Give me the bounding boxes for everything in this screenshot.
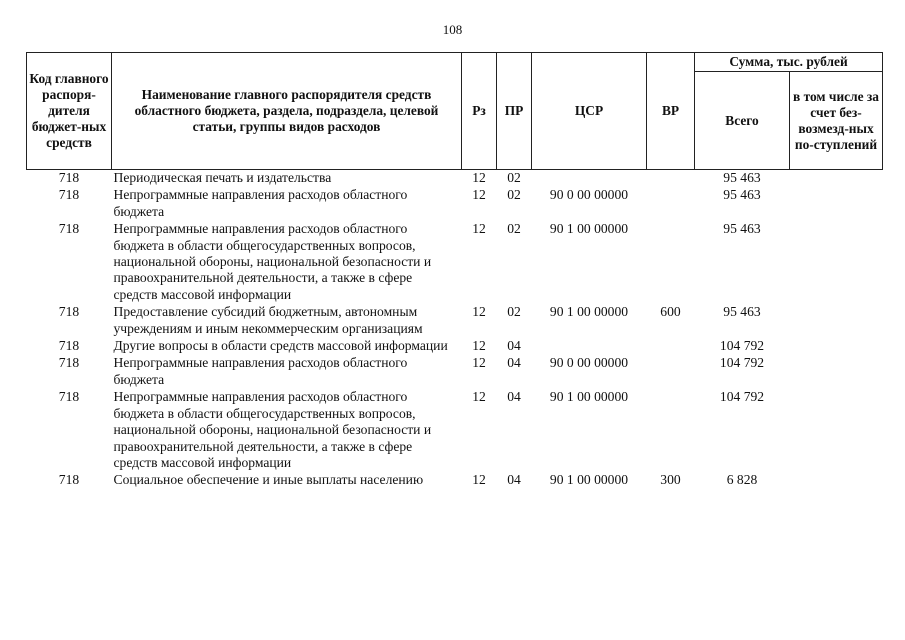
cell-code: 718 <box>58 170 80 185</box>
cell-total: 95 463 <box>723 170 761 185</box>
header-csr: ЦСР <box>532 53 647 170</box>
cell-pr: 02 <box>507 187 521 203</box>
cell-rz: 12 <box>472 221 486 237</box>
cell-total: 95 463 <box>723 221 761 237</box>
cell-total: 95 463 <box>723 187 761 203</box>
cell-vr <box>647 355 695 389</box>
table-row <box>27 170 883 188</box>
cell-incl <box>790 472 883 489</box>
cell-name: Непрограммные направления расходов областного бюджета <box>113 187 408 219</box>
cell-incl <box>790 389 883 472</box>
cell-rz: 12 <box>472 304 486 320</box>
cell-name: Другие вопросы в области средств массовой информации <box>113 338 448 354</box>
cell-incl <box>790 338 883 355</box>
cell-total: 104 792 <box>719 389 765 405</box>
cell-rz: 12 <box>472 355 486 371</box>
cell-total: 104 792 <box>719 355 765 371</box>
cell-total: 95 463 <box>723 304 761 320</box>
cell-rz: 12 <box>472 338 486 354</box>
cell-incl <box>790 355 883 389</box>
cell-csr: 90 1 00 00000 <box>549 304 629 320</box>
cell-name: Периодическая печать и издательства <box>113 170 332 185</box>
table-row <box>27 389 883 472</box>
header-rz: Рз <box>462 53 497 170</box>
table-row <box>27 472 883 489</box>
cell-csr: 90 0 00 00000 <box>549 187 629 203</box>
cell-incl <box>790 304 883 338</box>
cell-incl <box>790 170 883 188</box>
cell-csr: 90 1 00 00000 <box>549 221 629 237</box>
cell-vr <box>647 187 695 221</box>
header-code: Код главного распоря-дителя бюджет-ных средств <box>27 53 112 170</box>
table-row <box>27 187 883 221</box>
cell-csr: 90 1 00 00000 <box>549 472 629 488</box>
cell-pr: 02 <box>507 221 521 237</box>
cell-code: 718 <box>58 355 80 371</box>
cell-rz: 12 <box>472 389 486 405</box>
cell-pr: 02 <box>507 304 521 320</box>
cell-rz: 12 <box>472 472 486 488</box>
table-row <box>27 304 883 338</box>
cell-vr: 600 <box>660 304 681 320</box>
cell-name: Социальное обеспечение и иные выплаты населению <box>113 472 424 488</box>
cell-code: 718 <box>58 389 80 405</box>
cell-csr <box>532 338 647 355</box>
cell-code: 718 <box>58 472 80 488</box>
cell-rz: 12 <box>472 170 486 185</box>
page-number: 108 <box>442 22 463 37</box>
cell-incl <box>790 221 883 304</box>
cell-vr: 300 <box>660 472 681 488</box>
budget-table <box>26 52 883 490</box>
cell-pr: 04 <box>507 355 521 371</box>
cell-pr: 04 <box>507 389 521 405</box>
table-row <box>27 338 883 355</box>
cell-vr <box>647 221 695 304</box>
header-total: Всего <box>695 72 790 170</box>
table-header <box>27 53 883 170</box>
header-vr: ВР <box>647 53 695 170</box>
cell-code: 718 <box>58 187 80 203</box>
cell-pr: 04 <box>507 472 521 488</box>
cell-rz: 12 <box>472 187 486 203</box>
cell-name: Непрограммные направления расходов областного бюджета <box>113 355 408 387</box>
cell-vr <box>647 389 695 472</box>
header-name: Наименование главного распорядителя средств областного бюджета, раздела, подраздела, целевой статьи, группы видов расходов <box>112 53 462 170</box>
cell-name: Непрограммные направления расходов областного бюджета в области общегосударственных вопросов, национальной обороны, национальной безопасности и правоохранительной деятельности, а также в сфере средств массовой информации <box>113 221 432 302</box>
cell-code: 718 <box>58 304 80 320</box>
table-body <box>27 170 883 490</box>
cell-pr: 04 <box>507 338 521 354</box>
header-sum: Сумма, тыс. рублей <box>695 53 883 72</box>
cell-vr <box>647 170 695 188</box>
header-incl: в том числе за счет без-возмезд-ных по-ступлений <box>790 72 883 170</box>
table-row <box>27 355 883 389</box>
cell-vr <box>647 338 695 355</box>
cell-csr: 90 1 00 00000 <box>549 389 629 405</box>
cell-total: 6 828 <box>726 472 758 488</box>
cell-code: 718 <box>58 221 80 237</box>
table-row <box>27 221 883 304</box>
header-pr: ПР <box>497 53 532 170</box>
cell-pr: 02 <box>507 170 521 185</box>
cell-total: 104 792 <box>719 338 765 354</box>
cell-csr: 90 0 00 00000 <box>549 355 629 371</box>
cell-code: 718 <box>58 338 80 354</box>
cell-incl <box>790 187 883 221</box>
cell-name: Предоставление субсидий бюджетным, автономным учреждениям и иным некоммерческим организациям <box>113 304 423 336</box>
cell-csr <box>532 170 647 188</box>
cell-name: Непрограммные направления расходов областного бюджета в области общегосударственных вопросов, национальной обороны, национальной безопасности и правоохранительной деятельности, а также в сфере средств массовой информации <box>113 389 432 470</box>
